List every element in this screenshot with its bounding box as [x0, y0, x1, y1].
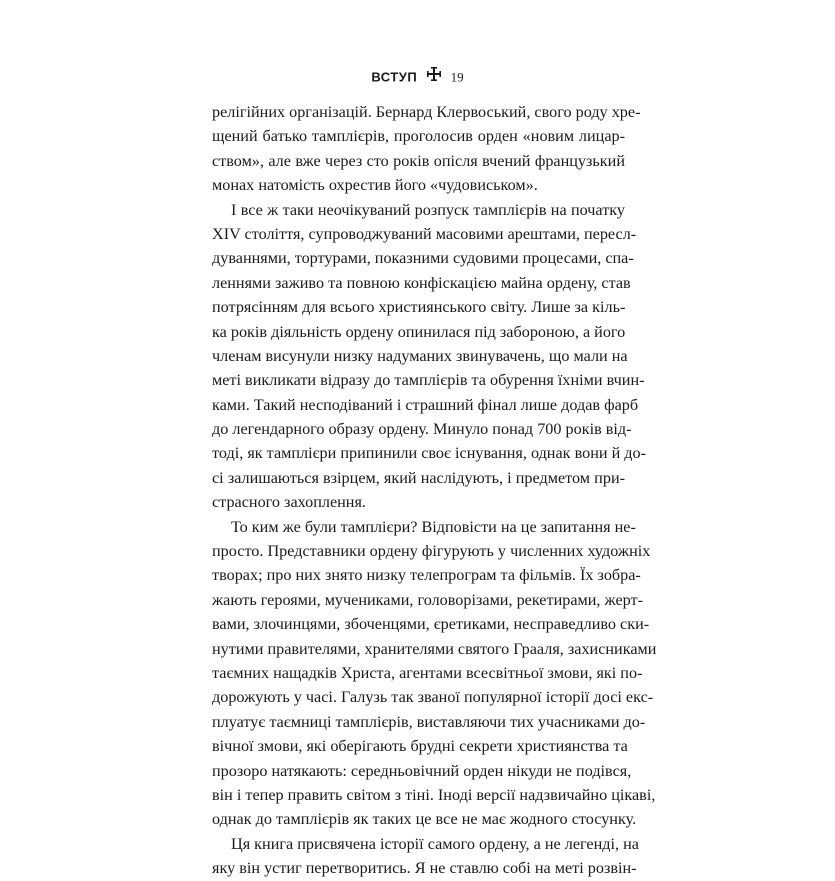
text-line: леннями заживо та повною конфіскацією майна ордену, став	[212, 273, 631, 292]
text-line: членам висунули низку надуманих звинувачень, що мали на	[212, 346, 628, 365]
body-text	[212, 100, 657, 881]
text-line: дорожують у часі. Галузь так званої популярної історії досі екс-	[212, 688, 654, 707]
text-line: То ким же були тамплієри? Відповісти на це запитання не-	[231, 517, 636, 536]
text-line: яку він устиг перетворитись. Я не ставлю собі на меті розвін-	[212, 859, 637, 878]
text-line: жають героями, мучениками, головорізами, рекетирами, жерт-	[212, 590, 644, 609]
text-line: просто. Представники ордену фігурують у численних художніх	[212, 542, 651, 561]
text-line: таємних нащадків Христа, агентами всесвітньої змови, які по-	[212, 663, 643, 682]
text-line: однак до тамплієрів як таких це все не має жодного стосунку.	[212, 810, 637, 829]
text-line: Ця книга присвячена історії самого ордену, а не легенді, на	[231, 834, 639, 853]
text-line: нутими правителями, хранителями святого Грааля, захисниками	[212, 639, 657, 658]
text-line: вами, злочинцями, збоченцями, єретиками, несправедливо ски-	[212, 615, 650, 634]
text-line: І все ж таки неочікуваний розпуск тамплієрів на початку	[231, 200, 625, 219]
text-line: релігійних організацій. Бернард Клервоський, свого роду хре-	[212, 103, 641, 121]
text-line: творах; про них знято низку телепрограм та фільмів. Їх зобра-	[212, 566, 641, 585]
page-number: 19	[450, 69, 464, 85]
text-line: вічної змови, які оберігають брудні секрети християнства та	[212, 737, 628, 756]
text-line: меті викликати відразу до тамплієрів та обурення їхніми вчин-	[212, 371, 645, 390]
text-line: плуатує таємниці тамплієрів, виставляючи тих учасниками до-	[212, 712, 646, 731]
text-line: дуваннями, тортурами, показними судовими процесами, спа-	[212, 249, 634, 268]
text-line: до легендарного образу ордену. Минуло понад 700 років від-	[212, 420, 632, 439]
cross-potent-icon	[426, 66, 442, 89]
text-line: XIV століття, супроводжуваний масовими арештами, пересл-	[212, 224, 637, 243]
text-line: тоді, як тамплієри припинили своє існування, однак вони й до-	[212, 444, 646, 463]
text-line: ками. Такий несподіваний і страшний фінал лише додав фарб	[212, 395, 639, 414]
running-head-title: ВСТУП	[371, 69, 418, 85]
text-line: щений батько тамплієрів, проголосив орден «новим лицар-	[212, 127, 625, 146]
text-line: монах натомість охрестив його «чудовиськом».	[212, 176, 538, 195]
text-line: страсного захоплення.	[212, 493, 366, 512]
text-line: ством», але вже через сто років опісля вчений французький	[212, 151, 625, 170]
running-head	[0, 66, 835, 89]
text-line: сі залишаються взірцем, який наслідують, і предметом при-	[212, 468, 625, 487]
text-line: він і тепер править світом з тіні. Іноді версії надзвичайно цікаві,	[212, 785, 656, 804]
text-line: потрясінням для всього християнського світу. Лише за кіль-	[212, 298, 626, 317]
text-line: прозоро натякають: середньовічний орден нікуди не подівся,	[212, 761, 632, 780]
text-line: ка років діяльність ордену опинилася під забороною, а його	[212, 322, 626, 341]
